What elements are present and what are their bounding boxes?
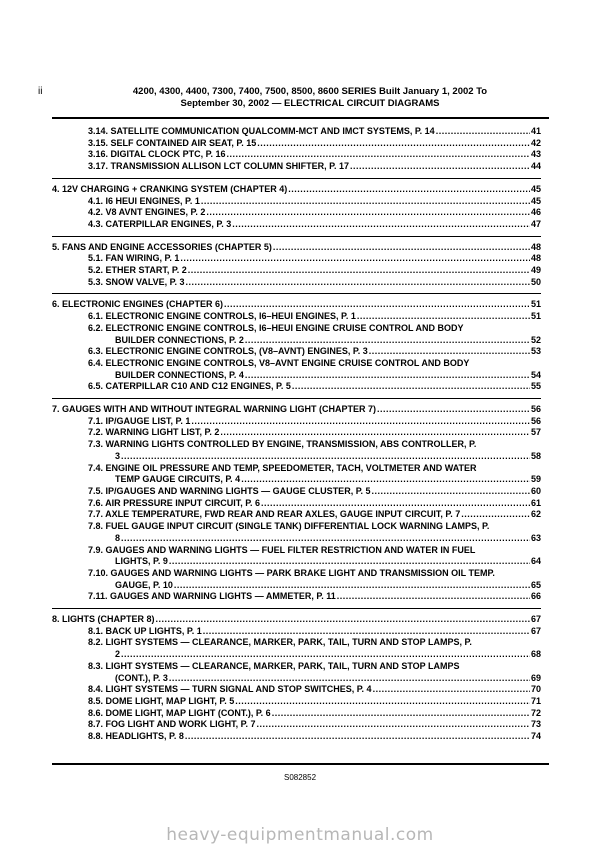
toc-entry[interactable] xyxy=(52,219,541,231)
toc-entry-label: BUILDER CONNECTIONS, P. 2 xyxy=(115,334,244,345)
title-line-2: September 30, 2002 — ELECTRICAL CIRCUIT DIAGRAMS xyxy=(180,97,440,109)
toc-entry[interactable] xyxy=(52,161,541,173)
toc-page-number: 58 xyxy=(530,450,541,461)
footer-rule xyxy=(52,763,549,765)
toc-chapter-entry[interactable] xyxy=(52,404,541,416)
toc-page-number: 56 xyxy=(530,415,541,426)
toc-entry-label: 4.3. CATERPILLAR ENGINES, P. 3 xyxy=(88,218,232,229)
toc-entry-label: 8.1. BACK UP LIGHTS, P. 1 xyxy=(88,625,202,636)
toc-entry[interactable] xyxy=(52,138,541,150)
toc-entry[interactable] xyxy=(52,591,541,603)
toc-entry-label: 5.2. ETHER START, P. 2 xyxy=(88,265,187,276)
toc-page-number: 59 xyxy=(530,474,541,485)
toc-entry[interactable] xyxy=(52,684,541,696)
section-divider xyxy=(52,293,541,294)
toc-page-number: 63 xyxy=(530,532,541,543)
toc-entry-label: 6. ELECTRONIC ENGINES (CHAPTER 6) xyxy=(52,299,224,310)
toc-page-number: 73 xyxy=(530,719,541,730)
toc-entry-label: BUILDER CONNECTIONS, P. 4 xyxy=(115,369,244,380)
toc-entry[interactable] xyxy=(52,149,541,161)
toc-page-number: 51 xyxy=(530,311,541,322)
section-divider xyxy=(52,608,541,609)
toc-entry-label: 3 xyxy=(115,450,121,461)
toc-entry[interactable] xyxy=(52,486,541,498)
leader-dots xyxy=(337,591,530,603)
toc-page-number: 46 xyxy=(530,207,541,218)
toc-entry-heading[interactable] xyxy=(52,463,541,475)
toc-chapter-entry[interactable] xyxy=(52,299,541,311)
leader-dots xyxy=(121,649,530,661)
toc-entry-label: 4.1. I6 HEUI ENGINES, P. 1 xyxy=(88,195,200,206)
leader-dots xyxy=(350,161,530,173)
toc-entry-heading[interactable] xyxy=(52,358,541,370)
leader-dots xyxy=(191,416,530,428)
toc-entry-heading[interactable] xyxy=(52,661,541,673)
toc-chapter-entry[interactable] xyxy=(52,184,541,196)
toc-entry-label: 2 xyxy=(115,649,121,660)
toc-entry-continuation[interactable] xyxy=(52,580,541,592)
toc-page-number: 67 xyxy=(530,625,541,636)
toc-entry-heading[interactable] xyxy=(52,545,541,557)
leader-dots xyxy=(241,474,530,486)
toc-page-number: 62 xyxy=(530,509,541,520)
toc-entry-label: 7.5. IP/GAUGES AND WARNING LIGHTS — GAUGE CLUSTER, P. 5 xyxy=(88,485,371,496)
toc-entry-label: 5.1. FAN WIRING, P. 1 xyxy=(88,253,180,264)
toc-page-number: 43 xyxy=(530,149,541,160)
leader-dots xyxy=(180,253,530,265)
toc-entry-label: 3.16. DIGITAL CLOCK PTC, P. 16 xyxy=(88,149,226,160)
toc-chapter-entry[interactable] xyxy=(52,614,541,626)
toc-entry-continuation[interactable] xyxy=(52,556,541,568)
toc-page-number: 56 xyxy=(530,404,541,415)
leader-dots xyxy=(261,498,530,510)
toc-entry-label: 8.3. LIGHT SYSTEMS — CLEARANCE, MARKER, PARK, TAIL, TURN AND STOP LAMPS xyxy=(88,660,460,671)
leader-dots xyxy=(372,486,530,498)
toc-entry-label: 8.2. LIGHT SYSTEMS — CLEARANCE, MARKER, PARK, TAIL, TURN AND STOP LAMPS, P. xyxy=(88,637,472,648)
toc-page-number: 71 xyxy=(530,695,541,706)
toc-entry-label: 8.6. DOME LIGHT, MAP LIGHT (CONT.), P. 6 xyxy=(88,707,271,718)
toc-entry[interactable] xyxy=(52,731,541,743)
section-divider xyxy=(52,236,541,237)
toc-entry[interactable] xyxy=(52,126,541,138)
leader-dots xyxy=(220,427,530,439)
toc-entry[interactable] xyxy=(52,207,541,219)
leader-dots xyxy=(245,335,530,347)
toc-entry-heading[interactable] xyxy=(52,439,541,451)
header-rule xyxy=(52,117,549,119)
leader-dots xyxy=(206,207,530,219)
toc-entry-label: 8 xyxy=(115,532,121,543)
toc-entry-label: 7. GAUGES WITH AND WITHOUT INTEGRAL WARNING LIGHT (CHAPTER 7) xyxy=(52,404,376,415)
toc-entry[interactable] xyxy=(52,381,541,393)
toc-entry[interactable] xyxy=(52,719,541,731)
toc-page-number: 69 xyxy=(530,672,541,683)
toc-entry[interactable] xyxy=(52,265,541,277)
figure-code: S082852 xyxy=(283,773,317,782)
toc-entry-label: 6.2. ELECTRONIC ENGINE CONTROLS, I6–HEUI ENGINE CRUISE CONTROL AND BODY xyxy=(88,322,464,333)
toc-entry-heading[interactable] xyxy=(52,568,541,580)
toc-page-number: 54 xyxy=(530,369,541,380)
toc-entry-label: 7.8. FUEL GAUGE INPUT CIRCUIT (SINGLE TANK) DIFFERENTIAL LOCK WARNING LAMPS, P. xyxy=(88,521,490,532)
toc-page-number: 66 xyxy=(530,591,541,602)
toc-page-number: 50 xyxy=(530,276,541,287)
toc-entry[interactable] xyxy=(52,626,541,638)
toc-page-number: 47 xyxy=(530,218,541,229)
toc-entry-label: 4. 12V CHARGING + CRANKING SYSTEM (CHAPTER 4) xyxy=(52,183,288,194)
leader-dots xyxy=(188,265,530,277)
leader-dots xyxy=(288,184,530,196)
toc-entry-continuation[interactable] xyxy=(52,533,541,545)
title-line-1: 4200, 4300, 4400, 7300, 7400, 7500, 8500, 8600 SERIES Built January 1, 2002 To xyxy=(132,86,488,97)
leader-dots xyxy=(272,708,530,720)
toc-entry-label: 3.14. SATELLITE COMMUNICATION QUALCOMM-MCT AND IMCT SYSTEMS, P. 14 xyxy=(88,126,435,136)
section-divider xyxy=(52,398,541,399)
toc-entry[interactable] xyxy=(52,253,541,265)
toc-entry[interactable] xyxy=(52,427,541,439)
leader-dots xyxy=(461,509,530,521)
toc-entry-label: 8.8. HEADLIGHTS, P. 8 xyxy=(88,731,184,742)
toc-entry-continuation[interactable] xyxy=(52,370,541,382)
toc-page-number: 61 xyxy=(530,497,541,508)
leader-dots xyxy=(235,696,530,708)
toc-page-number: 57 xyxy=(530,427,541,438)
toc-entry-label: TEMP GAUGE CIRCUITS, P. 4 xyxy=(115,474,241,485)
section-divider xyxy=(52,178,541,179)
toc-entry-label: 3.15. SELF CONTAINED AIR SEAT, P. 15 xyxy=(88,137,257,148)
document-title xyxy=(95,86,525,109)
toc-entry-label: 6.4. ELECTRONIC ENGINE CONTROLS, V8–AVNT ENGINE CRUISE CONTROL AND BODY xyxy=(88,357,470,368)
toc-entry-label: 7.10. GAUGES AND WARNING LIGHTS — PARK BRAKE LIGHT AND TRANSMISSION OIL TEMP. xyxy=(88,567,495,578)
toc-entry-heading[interactable] xyxy=(52,323,541,335)
toc-page-number: 68 xyxy=(530,649,541,660)
toc-entry[interactable] xyxy=(52,498,541,510)
page-number: ii xyxy=(38,86,43,97)
toc-entry-label: 7.1. IP/GAUGE LIST, P. 1 xyxy=(88,415,191,426)
leader-dots xyxy=(224,299,530,311)
leader-dots xyxy=(273,242,530,254)
leader-dots xyxy=(185,731,530,743)
toc-entry-continuation[interactable] xyxy=(52,335,541,347)
toc-entry[interactable] xyxy=(52,696,541,708)
toc-page-number: 45 xyxy=(530,183,541,194)
leader-dots xyxy=(174,580,530,592)
toc-entry-label: 7.3. WARNING LIGHTS CONTROLLED BY ENGINE, TRANSMISSION, ABS CONTROLLER, P. xyxy=(88,439,477,450)
leader-dots xyxy=(186,277,530,289)
toc-entry-label: 3.17. TRANSMISSION ALLISON LCT COLUMN SHIFTER, P. 17 xyxy=(88,161,350,172)
toc-page-number: 74 xyxy=(530,731,541,742)
toc-page-number: 44 xyxy=(530,161,541,172)
toc-entry[interactable] xyxy=(52,509,541,521)
toc-entry-label: 7.11. GAUGES AND WARNING LIGHTS — AMMETER, P. 11 xyxy=(88,591,336,602)
leader-dots xyxy=(156,614,530,626)
toc-entry-label: LIGHTS, P. 9 xyxy=(115,556,168,567)
leader-dots xyxy=(257,138,530,150)
toc-entry[interactable] xyxy=(52,416,541,428)
toc-entry-continuation[interactable] xyxy=(52,649,541,661)
toc-entry[interactable] xyxy=(52,311,541,323)
toc-entry-label: 8.5. DOME LIGHT, MAP LIGHT, P. 5 xyxy=(88,695,235,706)
leader-dots xyxy=(201,196,530,208)
toc-entry-label: 7.4. ENGINE OIL PRESSURE AND TEMP, SPEEDOMETER, TACH, VOLTMETER AND WATER xyxy=(88,462,477,473)
toc-page-number: 60 xyxy=(530,485,541,496)
toc-entry-label: GAUGE, P. 10 xyxy=(115,579,173,590)
leader-dots xyxy=(227,149,530,161)
leader-dots xyxy=(232,219,530,231)
leader-dots xyxy=(373,684,530,696)
leader-dots xyxy=(369,346,530,358)
toc-entry-label: (CONT.), P. 3 xyxy=(115,672,168,683)
toc-entry-continuation[interactable] xyxy=(52,673,541,685)
watermark: heavy-equipmentmanual.com xyxy=(166,825,434,845)
toc-entry-label: 6.5. CATERPILLAR C10 AND C12 ENGINES, P. 5 xyxy=(88,381,291,392)
toc-entry-heading[interactable] xyxy=(52,521,541,533)
toc-page-number: 55 xyxy=(530,381,541,392)
toc-page-number: 49 xyxy=(530,265,541,276)
toc-page-number: 65 xyxy=(530,579,541,590)
toc-page-number: 41 xyxy=(530,126,541,136)
toc-entry-label: 5.3. SNOW VALVE, P. 3 xyxy=(88,276,185,287)
toc-page-number: 48 xyxy=(530,241,541,252)
leader-dots xyxy=(169,673,530,685)
leader-dots xyxy=(245,370,530,382)
leader-dots xyxy=(121,451,530,463)
leader-dots xyxy=(169,556,530,568)
leader-dots xyxy=(292,381,530,393)
toc-page-number: 70 xyxy=(530,684,541,695)
toc-entry-label: 7.2. WARNING LIGHT LIST, P. 2 xyxy=(88,427,220,438)
toc-entry[interactable] xyxy=(52,196,541,208)
toc-page-number: 45 xyxy=(530,195,541,206)
table-of-contents xyxy=(52,126,541,743)
leader-dots xyxy=(121,533,530,545)
toc-page-number: 52 xyxy=(530,334,541,345)
toc-entry-label: 4.2. V8 AVNT ENGINES, P. 2 xyxy=(88,207,206,218)
toc-entry[interactable] xyxy=(52,346,541,358)
toc-page-number: 51 xyxy=(530,299,541,310)
toc-entry-label: 5. FANS AND ENGINE ACCESSORIES (CHAPTER 5) xyxy=(52,241,272,252)
toc-entry-label: 7.7. AXLE TEMPERATURE, FWD REAR AND REAR AXLES, GAUGE INPUT CIRCUIT, P. 7 xyxy=(88,509,461,520)
toc-page-number: 67 xyxy=(530,614,541,625)
toc-entry-label: 8.7. FOG LIGHT AND WORK LIGHT, P. 7 xyxy=(88,719,256,730)
toc-page-number: 64 xyxy=(530,556,541,567)
toc-entry-label: 6.3. ELECTRONIC ENGINE CONTROLS, (V8–AVNT) ENGINES, P. 3 xyxy=(88,346,368,357)
toc-entry-label: 7.6. AIR PRESSURE INPUT CIRCUIT, P. 6 xyxy=(88,497,261,508)
toc-entry-label: 6.1. ELECTRONIC ENGINE CONTROLS, I6–HEUI ENGINES, P. 1 xyxy=(88,311,356,322)
toc-entry-continuation[interactable] xyxy=(52,451,541,463)
toc-entry-label: 8. LIGHTS (CHAPTER 8) xyxy=(52,614,155,625)
toc-chapter-entry[interactable] xyxy=(52,242,541,254)
toc-entry[interactable] xyxy=(52,708,541,720)
toc-entry-heading[interactable] xyxy=(52,637,541,649)
toc-entry-label: 8.4. LIGHT SYSTEMS — TURN SIGNAL AND STOP SWITCHES, P. 4 xyxy=(88,684,372,695)
leader-dots xyxy=(357,311,530,323)
toc-page-number: 48 xyxy=(530,253,541,264)
leader-dots xyxy=(203,626,530,638)
toc-entry-label: 7.9. GAUGES AND WARNING LIGHTS — FUEL FILTER RESTRICTION AND WATER IN FUEL xyxy=(88,544,476,555)
leader-dots xyxy=(436,126,530,138)
toc-page-number: 53 xyxy=(530,346,541,357)
toc-entry-continuation[interactable] xyxy=(52,474,541,486)
leader-dots xyxy=(377,404,530,416)
toc-page-number: 72 xyxy=(530,707,541,718)
toc-page-number: 42 xyxy=(530,137,541,148)
toc-entry[interactable] xyxy=(52,277,541,289)
leader-dots xyxy=(257,719,530,731)
